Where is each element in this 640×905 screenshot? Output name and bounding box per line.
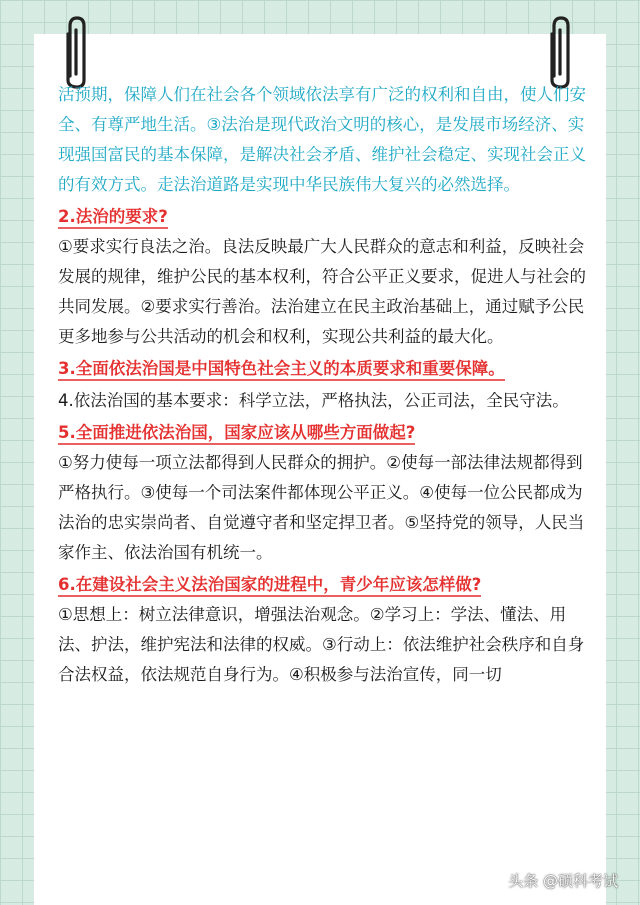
paperclip-icon bbox=[60, 14, 94, 90]
section-heading-3: 3.全面依法治国是中国特色社会主义的本质要求和重要保障。 bbox=[58, 354, 588, 384]
intro-paragraph: 活预期，保障人们在社会各个领域依法享有广泛的权利和自由，使人们安全、有尊严地生活。③法治是现代政治文明的核心，是发展市场经济、实现强国富民的基本保障，是解决社会矛盾、维护社会稳定、实现社会正义的有效方式。走法治道路是实现中华民族伟大复兴的必然选择。 bbox=[58, 85, 586, 194]
article-content bbox=[58, 80, 588, 690]
watermark: 头条 @硕科考试 bbox=[508, 872, 618, 890]
paperclip-icon bbox=[544, 14, 578, 90]
section-heading-6: 6.在建设社会主义法治国家的进程中，青少年应该怎样做? bbox=[58, 570, 588, 600]
section-body-5: ①努力使每一项立法都得到人民群众的拥护。②使每一部法律法规都得到严格执行。③使每一个司法案件都体现公平正义。④使每一位公民都成为法治的忠实崇尚者、自觉遵守者和坚定捍卫者。⑤坚持党的领导，人民当家作主、依法治国有机统一。 bbox=[58, 453, 585, 562]
section-body-2: ①要求实行良法之治。良法反映最广大人民群众的意志和利益，反映社会发展的规律，维护公民的基本权利，符合公平正义要求，促进人与社会的共同发展。②要求实行善治。法治建立在民主政治基础上，通过赋予公民更多地参与公共活动的机会和权利，实现公共利益的最大化。 bbox=[58, 237, 586, 346]
section-body-6: ①思想上：树立法律意识，增强法治观念。②学习上：学法、懂法、用法、护法，维护宪法和法律的权威。③行动上：依法维护社会秩序和自身合法权益，依法规范自身行为。④积极参与法治宣传，同一切 bbox=[58, 605, 585, 684]
section-line-4: 4.依法治国的基本要求：科学立法，严格执法，公正司法，全民守法。 bbox=[58, 391, 569, 410]
section-heading-5: 5.全面推进依法治国，国家应该从哪些方面做起? bbox=[58, 418, 588, 448]
section-heading-2: 2.法治的要求? bbox=[58, 202, 588, 232]
